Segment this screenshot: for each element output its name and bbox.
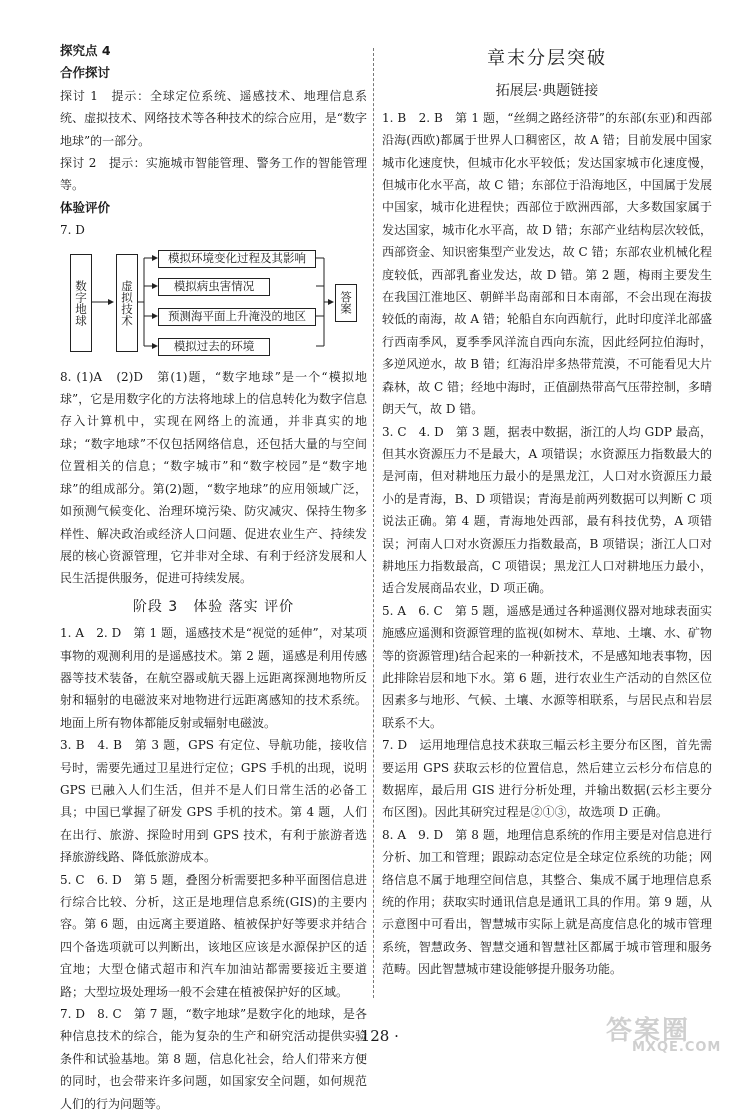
answer-7-8: 7. D 8. C 第 7 题，“数字地球”是数字化的地球，是各种信息技术的综合，能为复杂的生产和研究活动提供实验条件和试验基地。第 8 题，信息化社会，给人们带来方便的同时，也会带来许多问题，如国家安全问题，如何规范人们的行为问题等。 xyxy=(60,1007,367,1111)
answer-5-6: 5. C 6. D 第 5 题，叠图分析需要把多种平面图信息进行综合比较、分析，这正是地理信息系统(GIS)的主要内容。第 6 题，由远离主要道路、植被保护好等要求并结合四个备选项就可以判断出，该地区应该是水源保护区的适宜地；大型仓储式超市和汽车加油站都需要接近主要道路；大型垃圾处理场一般不会建在植被保护好的区域。 xyxy=(60,872,367,999)
page-number: · 128 · xyxy=(351,1027,399,1045)
coop-answer-2: 探讨 2 提示：实施城市智能管理、警务工作的智能管理等。 xyxy=(60,156,367,193)
sub-title: 拓展层·典题链接 xyxy=(495,83,599,100)
right-answer-3-4: 3. C 4. D 第 3 题，据表中数据，浙江的人均 GDP 最高，但其水资源压力不是最大，A 项错误；水资源压力指数最大的是河南，但对耕地压力最小的是黑龙江，人口对水资源压力最小的是青海，B、D 项错误；青海是前两列数据可以判断 C 项说法正确。第 4 题，青海地处西部，最有科技优势，A 项错误；河南人口对水资源压力指数最高，B 项错误；浙江人口对耕地压力指数最高，C 项错误；黑龙江人口对耕地压力最小，适合发展商品农业，D 项正确。 xyxy=(382,424,712,596)
chapter-title: 章末分层突破 xyxy=(487,48,607,69)
q8-answer: 8. (1)A (2)D 第(1)题，“数字地球”是一个“模拟地球”，它是用数字化的方法将地球上的信息转化为数字信息存入计算机中，实现在网络上的流通，并非真实的地球；“数字地球”不仅包括网络信息，还包括大量的与空间位置相关的信息；“数字城市”和“数字校园”是“数字地球”的组成部分。第(2)题，“数字地球”的应用领域广泛，如预测气候变化、治理环境污染、防灾减灾、保持生物多样性、解决政治或经济人口问题、促进农业生产、持续发展的核心资源管理，它并非对全球、有利于经济发展和人民生活提供服务，促进可持续发展。 xyxy=(60,369,367,586)
diagram-box-virtual-tech: 虚拟技术 xyxy=(116,254,138,352)
diagram-item-3: 预测海平面上升淹没的地区 xyxy=(158,308,316,326)
diagram-item-2: 模拟病虫害情况 xyxy=(158,278,270,296)
right-column xyxy=(382,40,712,981)
coop-answer-1: 探讨 1 提示：全球定位系统、遥感技术、地理信息系统、虚拟技术、网络技术等各种技术的综合应用，是“数字地球”的一部分。 xyxy=(60,88,367,148)
diagram-item-1: 模拟环境变化过程及其影响 xyxy=(158,250,316,268)
stage-heading: 阶段 3 体验 落实 评价 xyxy=(132,598,295,615)
column-divider xyxy=(373,48,374,998)
answer-3-4: 3. B 4. B 第 3 题，GPS 有定位、导航功能，接收信号时，需要先通过卫星进行定位；GPS 手机的出现，说明 GPS 已融入人们生活，但并不是人们日常生活的必备工具；中国已掌握了研发 GPS 手机的技术。第 4 题，人们在出行、旅游、探险时用到 GPS 技术，有利于旅游者选择旅游线路、降低旅游成本。 xyxy=(60,738,367,865)
diagram-box-digital-earth: 数字地球 xyxy=(70,254,92,352)
right-answer-7: 7. D 运用地理信息技术获取三幅云杉主要分布区图，首先需要运用 GPS 获取云杉的位置信息，然后建立云杉分布信息的数据库，最后用 GIS 进行分析处理，并输出数据(云杉主要分布区图)。因此其研究过程是②①③，故选项 D 正确。 xyxy=(382,738,712,820)
right-answer-1-2: 1. B 2. B 第 1 题，“丝绸之路经济带”的东部(东亚)和西部沿海(西欧)都属于世界人口稠密区，故 A 错；目前发展中国家城市化速度快，但城市化水平较低；发达国家城市化速度慢，但城市化水平高，故 C 错；东部位于沿海地区，中国属于发展中国家，城市化进程快；西部位于欧洲西部，大多数国家属于发达国家，城市化水平高，故 D 错；东部产业结构层次较低，西部资金、知识密集型产业发达，故 C 错；东部农业机械化程度较低，西部乳畜业发达，故 D 错。第 2 题，梅雨主要发生在我国江淮地区、朝鲜半岛南部和日本南部，不会出现在海拔较低的南海，故 A 错；轮船自东向西航行，此时印度洋北部盛行西南季风，夏季季风洋流自西向东流，因此经阿拉伯海时，多逆风逆水，故 B 错；红海沿岸多热带荒漠，不可能看见大片森林，故 C 错；经地中海时，正值副热带高气压带控制，多晴朗天气，故 D 错。 xyxy=(382,110,712,417)
watermark-line-1: 答案圈 xyxy=(606,1016,691,1046)
experience-heading: 体验评价 xyxy=(60,199,111,215)
left-column xyxy=(60,40,367,1115)
right-answer-8-9: 8. A 9. D 第 8 题，地理信息系统的作用主要是对信息进行分析、加工和管理；跟踪动态定位是全球定位系统的功能；网络信息不属于地理空间信息，其整合、集成不属于地理信息系统的作用；获取实时通讯信息是通讯工具的作用。第 9 题，从示意图中可看出，智慧城市实际上就是高度信息化的城市管理系统，智慧政务、智慧交通和智慧社区都属于城市管理和服务范畴。因此智慧城市建设能够提升服务功能。 xyxy=(382,827,712,977)
diagram-box-answer: 答案 xyxy=(335,284,357,322)
explore-heading: 探究点 4 xyxy=(60,43,111,58)
watermark-line-2: MXQE.COM xyxy=(632,1040,722,1055)
answer-1-2: 1. A 2. D 第 1 题，遥感技术是“视觉的延伸”，对某项事物的观测利用的是遥感技术。第 2 题，遥感是利用传感器等技术装备，在航空器或航天器上远距离探测地物所反射和辐射的电磁波来对地物进行远距离感知的技术系统。地面上所有物体都能反射或辐射电磁波。 xyxy=(60,626,367,730)
q7-answer: 7. D xyxy=(60,223,85,238)
coop-heading: 合作探讨 xyxy=(60,65,111,81)
digital-earth-diagram xyxy=(60,246,360,360)
right-answer-5-6: 5. A 6. C 第 5 题，遥感是通过各种遥测仪器对地球表面实施感应遥测和资源管理的监视(如树木、草地、土壤、水、矿物等的资源管理)结合起来的一种新技术，不是感知地表事物，因此排除岩层和地下水。第 6 题，进行农业生产活动的自然区位因素多与地形、气候、土壤、水源等相联系，与居民点和岩层联系不大。 xyxy=(382,603,712,730)
diagram-item-4: 模拟过去的环境 xyxy=(158,338,270,356)
watermark-logo xyxy=(606,1010,746,1058)
